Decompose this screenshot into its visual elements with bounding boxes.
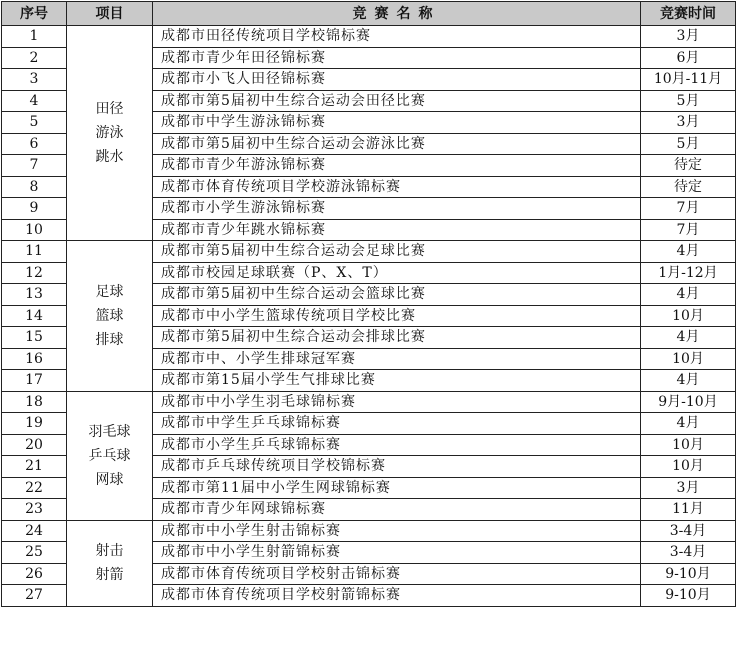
competition-name: 成都市小学生乒乓球锦标赛 xyxy=(153,434,641,456)
row-number: 20 xyxy=(2,434,67,456)
table-row xyxy=(2,391,736,413)
row-number: 9 xyxy=(2,198,67,220)
competition-time: 10月-11月 xyxy=(641,69,736,91)
competition-time: 10月 xyxy=(641,434,736,456)
header-no: 序号 xyxy=(2,2,67,26)
table-row xyxy=(2,520,736,542)
competition-time: 待定 xyxy=(641,155,736,177)
competition-time: 3月 xyxy=(641,477,736,499)
competition-time: 3-4月 xyxy=(641,542,736,564)
row-number: 21 xyxy=(2,456,67,478)
category-label: 射箭 xyxy=(95,567,124,583)
category-label: 射击 xyxy=(95,543,124,559)
competition-time: 4月 xyxy=(641,413,736,435)
competition-name: 成都市第5届初中生综合运动会排球比赛 xyxy=(153,327,641,349)
competition-name: 成都市中学生乒乓球锦标赛 xyxy=(153,413,641,435)
row-number: 12 xyxy=(2,262,67,284)
competition-name: 成都市小飞人田径锦标赛 xyxy=(153,69,641,91)
row-number: 16 xyxy=(2,348,67,370)
category-label: 足球 xyxy=(95,283,124,300)
category-label: 排球 xyxy=(95,331,124,348)
competition-name: 成都市第11届中小学生网球锦标赛 xyxy=(153,477,641,499)
competition-time: 10月 xyxy=(641,456,736,478)
row-number: 25 xyxy=(2,542,67,564)
competition-time: 10月 xyxy=(641,348,736,370)
row-number: 17 xyxy=(2,370,67,392)
category-cell xyxy=(67,241,153,392)
row-number: 5 xyxy=(2,112,67,134)
table-row xyxy=(2,241,736,263)
competition-name: 成都市青少年游泳锦标赛 xyxy=(153,155,641,177)
row-number: 15 xyxy=(2,327,67,349)
row-number: 18 xyxy=(2,391,67,413)
row-number: 11 xyxy=(2,241,67,263)
row-number: 26 xyxy=(2,563,67,585)
competition-time: 7月 xyxy=(641,219,736,241)
competition-name: 成都市第5届初中生综合运动会足球比赛 xyxy=(153,241,641,263)
competition-time: 4月 xyxy=(641,284,736,306)
header-name: 竞赛名称 xyxy=(153,2,641,26)
row-number: 14 xyxy=(2,305,67,327)
competition-name: 成都市青少年跳水锦标赛 xyxy=(153,219,641,241)
competition-time: 9-10月 xyxy=(641,585,736,607)
table-row xyxy=(2,26,736,48)
competition-name: 成都市青少年田径锦标赛 xyxy=(153,47,641,69)
row-number: 6 xyxy=(2,133,67,155)
category-label: 跳水 xyxy=(95,149,124,165)
header-row xyxy=(2,2,736,26)
competition-time: 11月 xyxy=(641,499,736,521)
row-number: 23 xyxy=(2,499,67,521)
competition-name: 成都市中小学生射箭锦标赛 xyxy=(153,542,641,564)
competition-name: 成都市中学生游泳锦标赛 xyxy=(153,112,641,134)
competition-name: 成都市体育传统项目学校游泳锦标赛 xyxy=(153,176,641,198)
competition-time: 3-4月 xyxy=(641,520,736,542)
competition-time: 3月 xyxy=(641,112,736,134)
row-number: 22 xyxy=(2,477,67,499)
row-number: 27 xyxy=(2,585,67,607)
competition-name: 成都市青少年网球锦标赛 xyxy=(153,499,641,521)
competition-name: 成都市体育传统项目学校射箭锦标赛 xyxy=(153,585,641,607)
table-body xyxy=(2,26,736,607)
competition-name: 成都市小学生游泳锦标赛 xyxy=(153,198,641,220)
category-cell xyxy=(67,520,153,606)
category-cell xyxy=(67,391,153,520)
competition-name: 成都市体育传统项目学校射击锦标赛 xyxy=(153,563,641,585)
competition-name: 成都市校园足球联赛（P、X、T） xyxy=(153,262,641,284)
category-cell xyxy=(67,26,153,241)
competition-time: 4月 xyxy=(641,327,736,349)
row-number: 19 xyxy=(2,413,67,435)
row-number: 10 xyxy=(2,219,67,241)
header-category: 项目 xyxy=(67,2,153,26)
table-header xyxy=(2,2,736,26)
competition-name: 成都市中小学生篮球传统项目学校比赛 xyxy=(153,305,641,327)
row-number: 7 xyxy=(2,155,67,177)
category-label: 田径 xyxy=(95,101,124,117)
competition-time: 3月 xyxy=(641,26,736,48)
competition-time: 5月 xyxy=(641,90,736,112)
category-label: 篮球 xyxy=(95,307,124,324)
row-number: 13 xyxy=(2,284,67,306)
row-number: 8 xyxy=(2,176,67,198)
row-number: 2 xyxy=(2,47,67,69)
competition-name: 成都市中小学生羽毛球锦标赛 xyxy=(153,391,641,413)
competition-time: 9-10月 xyxy=(641,563,736,585)
competition-time: 9月-10月 xyxy=(641,391,736,413)
competition-schedule-table xyxy=(1,1,736,607)
competition-time: 4月 xyxy=(641,241,736,263)
competition-time: 4月 xyxy=(641,370,736,392)
row-number: 4 xyxy=(2,90,67,112)
header-time: 竞赛时间 xyxy=(641,2,736,26)
competition-time: 7月 xyxy=(641,198,736,220)
competition-name: 成都市乒乓球传统项目学校锦标赛 xyxy=(153,456,641,478)
competition-time: 6月 xyxy=(641,47,736,69)
competition-time: 1月-12月 xyxy=(641,262,736,284)
competition-time: 待定 xyxy=(641,176,736,198)
row-number: 1 xyxy=(2,26,67,48)
competition-time: 10月 xyxy=(641,305,736,327)
competition-name: 成都市第5届初中生综合运动会篮球比赛 xyxy=(153,284,641,306)
competition-time: 5月 xyxy=(641,133,736,155)
category-label: 羽毛球 xyxy=(88,423,131,440)
category-label: 乒乓球 xyxy=(88,447,131,464)
competition-name: 成都市第5届初中生综合运动会田径比赛 xyxy=(153,90,641,112)
competition-name: 成都市第5届初中生综合运动会游泳比赛 xyxy=(153,133,641,155)
row-number: 24 xyxy=(2,520,67,542)
competition-name: 成都市田径传统项目学校锦标赛 xyxy=(153,26,641,48)
row-number: 3 xyxy=(2,69,67,91)
category-label: 网球 xyxy=(95,471,124,488)
category-label: 游泳 xyxy=(95,125,124,141)
competition-name: 成都市中、小学生排球冠军赛 xyxy=(153,348,641,370)
competition-name: 成都市中小学生射击锦标赛 xyxy=(153,520,641,542)
competition-name: 成都市第15届小学生气排球比赛 xyxy=(153,370,641,392)
